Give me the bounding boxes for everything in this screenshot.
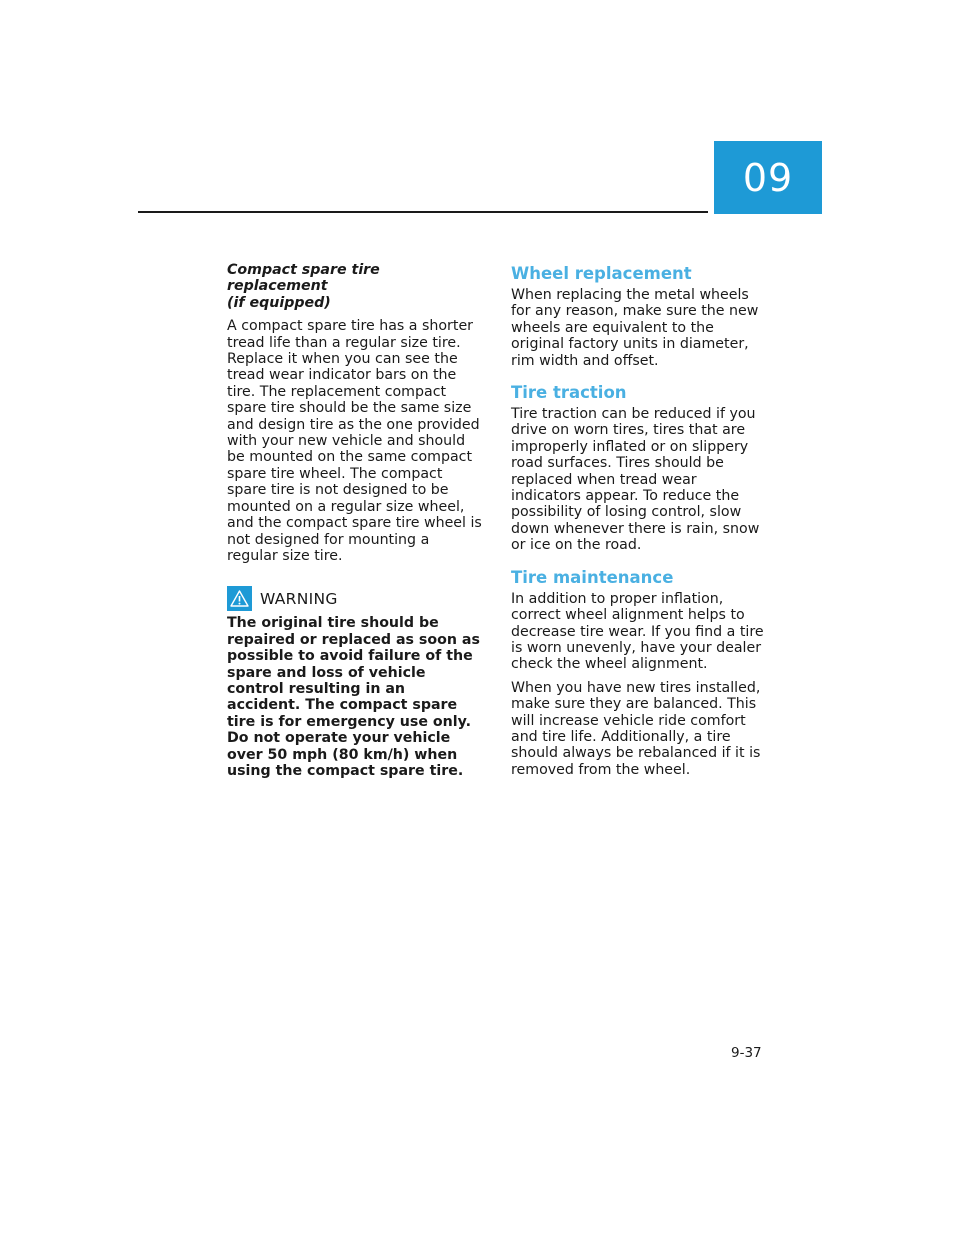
subheading-line-2: (if equipped) — [227, 294, 331, 311]
tire-traction-heading: Tire traction — [511, 383, 627, 403]
section-tire-maintenance — [511, 568, 767, 778]
warning-label: WARNING — [260, 589, 338, 608]
section-wheel-replacement — [511, 264, 767, 369]
tire-maintenance-heading: Tire maintenance — [511, 567, 674, 587]
tire-traction-paragraph: Tire traction can be reduced if you drive on worn tires, tires that are improperly inflated or on slippery road surfaces. Tires should be replaced when tread wear indicators appear. To reduce the possibility of losing control, slow down whenever there is rain, snow or ice on the road. — [511, 406, 760, 554]
section-tire-traction — [511, 383, 767, 554]
right-column — [511, 264, 767, 792]
wheel-replacement-paragraph: When replacing the metal wheels for any reason, make sure the new wheels are equivalent to the original factory units in diameter, rim width and offset. — [511, 287, 759, 369]
warning-header — [227, 586, 483, 611]
warning-text: The original tire should be repaired or replaced as soon as possible to avoid failure of the spare and loss of vehicle control resulting in an accident. The compact spare tire is for emergency use only. Do not operate your vehicle over 50 mph (80 km/h) when using the compact spare tire. — [227, 615, 480, 779]
chapter-tab — [714, 141, 822, 214]
left-column — [227, 262, 483, 779]
warning-triangle-icon — [227, 586, 252, 611]
header-rule — [138, 211, 708, 213]
compact-spare-subheading — [227, 262, 483, 311]
tire-maintenance-paragraph-1: In addition to proper inflation, correct wheel alignment helps to decrease tire wear. If you find a tire is worn unevenly, have your dealer check the wheel alignment. — [511, 590, 764, 673]
chapter-number: 09 — [742, 155, 794, 200]
subheading-line-1: Compact spare tire replacement — [227, 262, 380, 295]
compact-spare-body: A compact spare tire has a shorter tread life than a regular size tire. Replace it when you can see the tread wear indicator bars on the tire. The replacement compact spare tire should be the same size and design tire as the one provided with your new vehicle and should be mounted on the same compact spare tire wheel. The compact spare tire is not designed to be mounted on a regular size wheel, and the compact spare tire wheel is not designed for mounting a regular size tire. — [227, 318, 482, 564]
wheel-replacement-heading: Wheel replacement — [511, 264, 692, 283]
page-number: 9-37 — [731, 1045, 762, 1061]
tire-maintenance-paragraph-2: When you have new tires installed, make sure they are balanced. This will increase vehicle ride comfort and tire life. Additionally, a tire should always be rebalanced if it is removed from the wheel. — [511, 679, 761, 778]
